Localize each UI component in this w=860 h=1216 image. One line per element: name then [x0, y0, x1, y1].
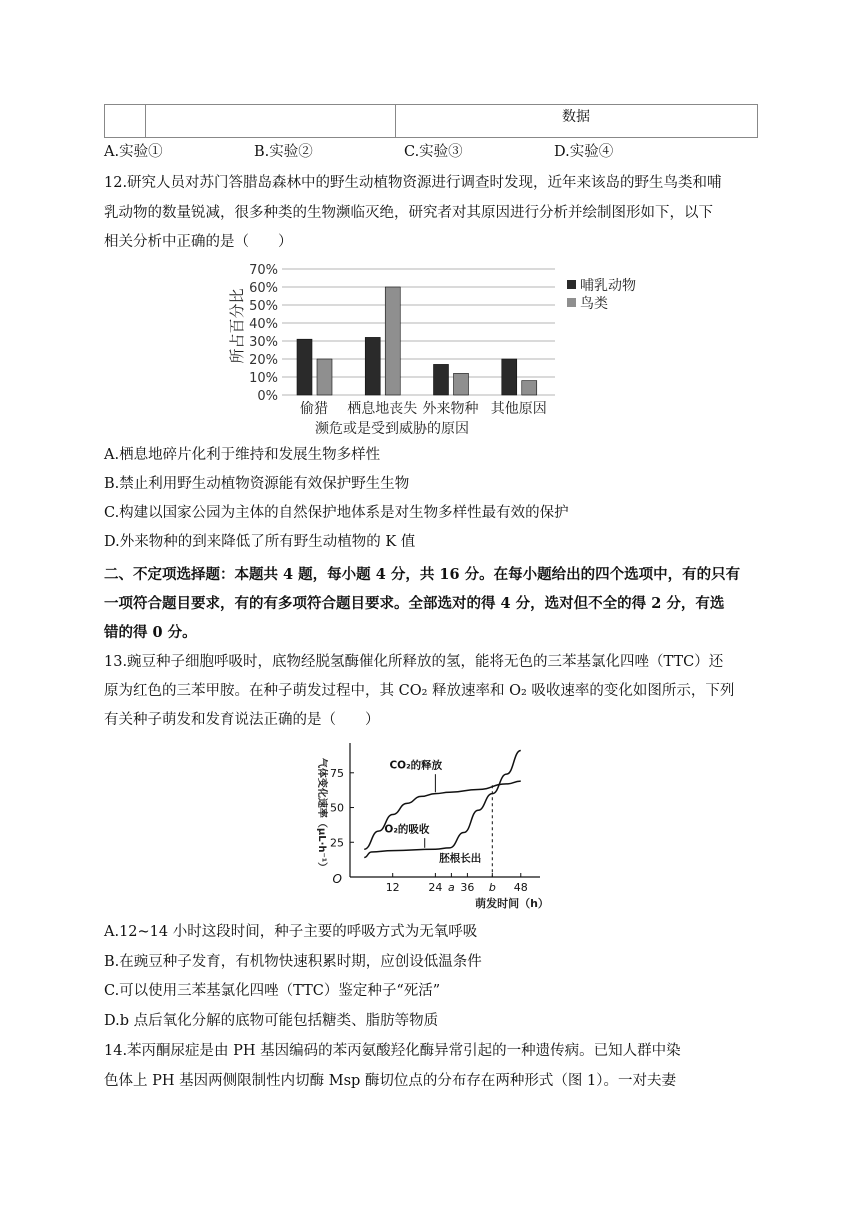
section-heading: 二、不定项选择题：本题共 4 题，每小题 4 分，共 16 分。在每小题给出的四个选项中，有的只有 — [104, 566, 741, 583]
q13-option-c: C.可以使用三苯基氯化四唑（TTC）鉴定种子“死活” — [104, 983, 441, 999]
bar — [297, 339, 312, 395]
legend-swatch — [567, 280, 576, 289]
q13-stem-line: 原为红色的三苯甲胺。在种子萌发过程中，其 CO₂ 释放速率和 O₂ 吸收速率的变化如图所示，下列 — [104, 683, 735, 699]
line-chart — [300, 735, 570, 915]
y-tick-label: 50% — [249, 299, 278, 314]
section-heading: 错的得 0 分。 — [104, 624, 197, 641]
q11-option-c: C.实验③ — [404, 144, 463, 160]
legend-label: 哺乳动物 — [580, 278, 636, 294]
y-tick-label: 40% — [249, 317, 278, 332]
q11-option-b: B.实验② — [254, 144, 313, 160]
x-tick-label: 36 — [460, 881, 475, 894]
y-axis-label: 气体变化速率（μL·h⁻¹） — [316, 757, 327, 873]
x-tick-label: 12 — [385, 881, 400, 894]
x-tick-label: 偷猎 — [300, 401, 328, 417]
q13-option-a: A.12~14 小时这段时间，种子主要的呼吸方式为无氧呼吸 — [104, 924, 478, 940]
y-tick-label: 60% — [249, 281, 278, 296]
table-cell — [145, 105, 396, 137]
legend-swatch — [567, 298, 576, 307]
origin-label: O — [332, 872, 342, 886]
y-tick-label: 70% — [249, 263, 278, 278]
q11-option-a: A.实验① — [104, 144, 163, 160]
co2-release-line — [364, 781, 521, 849]
bar — [454, 373, 469, 395]
x-tick-label: 24 — [428, 881, 443, 894]
table-cell: 数据 — [562, 109, 590, 125]
x-axis-label: 濒危或是受到威胁的原因 — [315, 421, 469, 437]
q12-option-b: B.禁止利用野生动植物资源能有效保护野生生物 — [104, 476, 410, 492]
radicle-annotation: 胚根长出 — [439, 852, 482, 865]
y-tick-label: 25 — [330, 836, 344, 850]
q12-option-d: D.外来物种的到来降低了所有野生动植物的 K 值 — [104, 534, 416, 550]
q13-stem-line: 有关种子萌发和发育说法正确的是（ ） — [104, 712, 380, 728]
x-tick-label: a — [448, 881, 455, 894]
q12-stem-line: 乳动物的数量锐减，很多种类的生物濒临灭绝，研究者对其原因进行分析并绘制图形如下，以下 — [104, 205, 713, 221]
bar — [522, 381, 537, 395]
y-axis-label: 所占百分比 — [228, 288, 246, 364]
y-tick-label: 10% — [249, 371, 278, 386]
q13-option-b: B.在豌豆种子发育，有机物快速积累时期，应创设低温条件 — [104, 954, 482, 970]
y-tick-label: 50 — [330, 801, 344, 815]
table-cell — [105, 105, 146, 137]
bar-chart — [220, 256, 650, 441]
y-tick-label: 75 — [330, 766, 344, 780]
q13-stem-line: 13.豌豆种子细胞呼吸时，底物经脱氢酶催化所释放的氢，能将无色的三苯基氯化四唑（TTC）还 — [104, 654, 724, 670]
q12-option-c: C.构建以国家公园为主体的自然保护地体系是对生物多样性最有效的保护 — [104, 505, 569, 521]
bar — [502, 359, 517, 395]
y-tick-label: 30% — [249, 335, 278, 350]
o2-absorption-line — [364, 751, 521, 858]
legend-label: 鸟类 — [580, 296, 608, 312]
y-tick-label: 20% — [249, 353, 278, 368]
y-tick-label: 0% — [257, 389, 278, 404]
x-tick-label: 48 — [513, 881, 528, 894]
x-tick-label: 栖息地丧失 — [347, 401, 418, 417]
q12-option-a: A.栖息地碎片化利于维持和发展生物多样性 — [104, 447, 381, 463]
section-heading: 一项符合题目要求，有的有多项符合题目要求。全部选对的得 4 分，选对但不全的得 2 分，有选 — [104, 595, 725, 612]
q13-option-d: D.b 点后氧化分解的底物可能包括糖类、脂肪等物质 — [104, 1013, 439, 1029]
x-tick-label: b — [488, 881, 496, 894]
bar — [317, 359, 332, 395]
q14-stem-line: 色体上 PH 基因两侧限制性内切酶 Msp 酶切位点的分布存在两种形式（图 1）。一对夫妻 — [104, 1073, 676, 1089]
bar — [385, 287, 400, 395]
q11-option-d: D.实验④ — [554, 144, 614, 160]
co2-annotation: CO₂的释放 — [389, 759, 443, 772]
o2-annotation: O₂的吸收 — [384, 823, 430, 836]
bar — [365, 337, 380, 395]
q12-stem-line: 相关分析中正确的是（ ） — [104, 234, 293, 250]
bar — [434, 364, 449, 395]
data-table-fragment — [104, 104, 758, 138]
x-axis-label: 萌发时间（h） — [475, 897, 549, 910]
q14-stem-line: 14.苯丙酮尿症是由 PH 基因编码的苯丙氨酸羟化酶异常引起的一种遗传病。已知人群中染 — [104, 1043, 681, 1059]
x-tick-label: 其他原因 — [490, 401, 547, 417]
x-tick-label: 外来物种 — [422, 401, 479, 417]
q12-stem-line: 12.研究人员对苏门答腊岛森林中的野生动植物资源进行调查时发现，近年来该岛的野生鸟类和哺 — [104, 175, 722, 191]
